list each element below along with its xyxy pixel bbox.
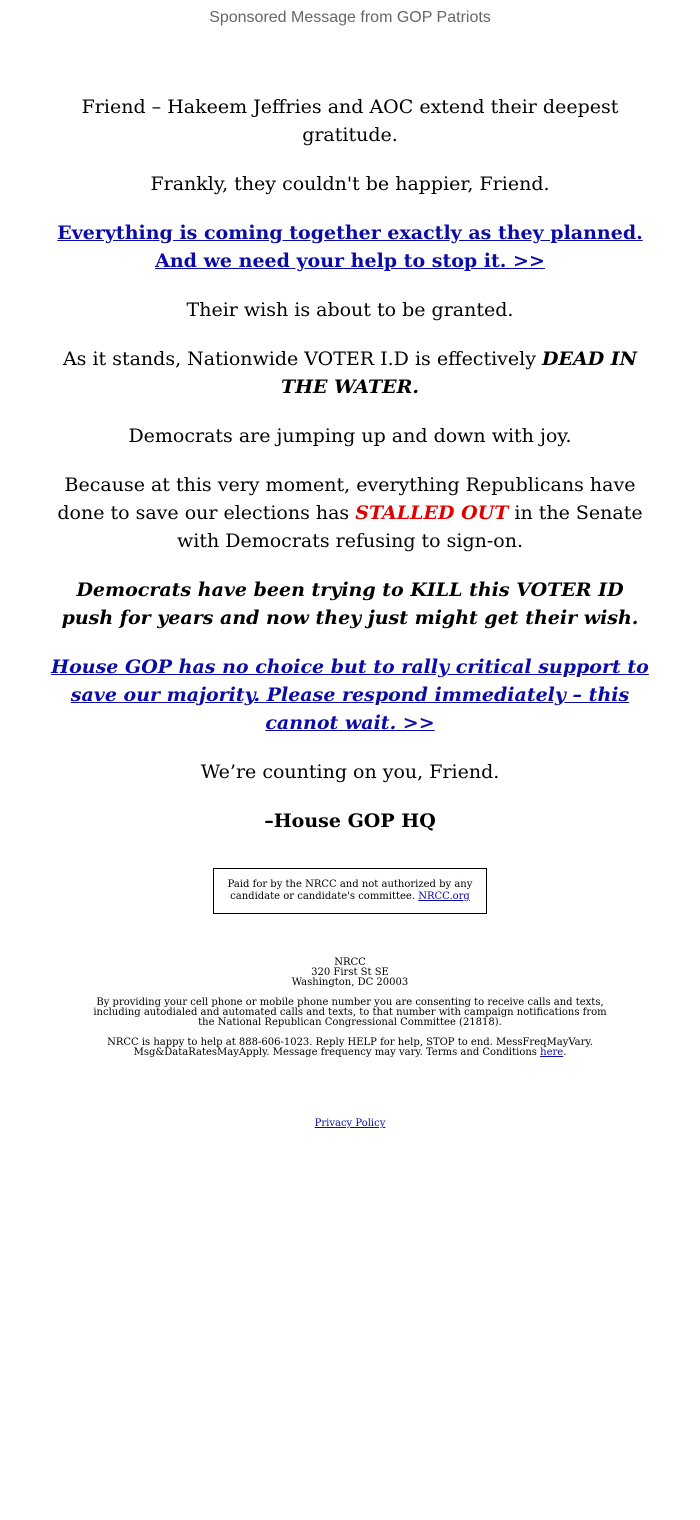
footer-help-text: NRCC is happy to help at 888-606-1023. Reply HELP for help, STOP to end. MessFreqMayVary. Msg&DataRatesMayApply. Message frequency may vary. Terms and Conditions	[107, 1037, 593, 1058]
cta-link-1-line2: And we need your help to stop it. >>	[155, 250, 545, 272]
terms-link[interactable]: here	[540, 1047, 564, 1058]
second-paragraph: Frankly, they couldn't be happier, Friend.	[150, 173, 550, 195]
voter-id-paragraph	[50, 345, 650, 401]
kill-voter-id-paragraph: Democrats have been trying to KILL this VOTER ID push for years and now they just might get their wish.	[61, 579, 639, 629]
footer	[90, 958, 610, 1058]
footer-address	[90, 958, 610, 988]
intro-paragraph: Friend – Hakeem Jeffries and AOC extend their deepest gratitude.	[81, 96, 619, 146]
footer-city: Washington, DC 20003	[291, 977, 409, 988]
disclaimer-text: Paid for by the NRCC and not authorized by any candidate or candidate's committee.	[227, 879, 473, 902]
voter-id-emphasis: DEAD IN THE WATER.	[280, 348, 638, 398]
stalled-text-start: Because at this very moment, everything Republicans have done to save our elections has	[57, 474, 636, 524]
signature: –House GOP HQ	[264, 810, 436, 832]
cta-link-1[interactable]	[57, 222, 642, 272]
privacy-section	[0, 1118, 700, 1129]
privacy-policy-link[interactable]: Privacy Policy	[314, 1118, 386, 1129]
stalled-emphasis: STALLED OUT	[355, 502, 509, 524]
footer-help: NRCC is happy to help at 888-606-1023. Reply HELP for help, STOP to end. MessFreqMayVary. Msg&DataRatesMayApply. Message frequency may vary. Terms and Conditions here.	[107, 1037, 593, 1058]
cta-link-2[interactable]: House GOP has no choice but to rally critical support to save our majority. Please respond immediately – this cannot wait. >>	[51, 656, 649, 734]
cta-link-1-line1: Everything is coming together exactly as they planned.	[57, 222, 643, 244]
footer-street: 320 First St SE	[311, 967, 389, 978]
paid-for-disclaimer	[213, 868, 487, 914]
voter-id-text: As it stands, Nationwide VOTER I.D is effectively	[62, 348, 542, 370]
wish-paragraph: Their wish is about to be granted.	[186, 299, 514, 321]
nrcc-link[interactable]: NRCC.org	[418, 891, 470, 902]
counting-paragraph: We’re counting on you, Friend.	[200, 761, 500, 783]
footer-consent: By providing your cell phone or mobile phone number you are consenting to receive calls and texts, including autodialed and automated calls and texts, to that number with campaign notifications from the National Republican Congressional Committee (21818).	[93, 997, 607, 1028]
democrats-joy-paragraph: Democrats are jumping up and down with joy.	[128, 425, 572, 447]
email-body	[50, 29, 650, 835]
cta-link-1-paragraph	[50, 219, 650, 275]
footer-org: NRCC	[334, 957, 366, 968]
cta-link-2-paragraph	[50, 653, 650, 737]
stalled-text-end: in the Senate with Democrats refusing to sign-on.	[177, 502, 643, 552]
sponsor-line: Sponsored Message from GOP Patriots	[209, 9, 491, 26]
stalled-paragraph	[50, 471, 650, 555]
